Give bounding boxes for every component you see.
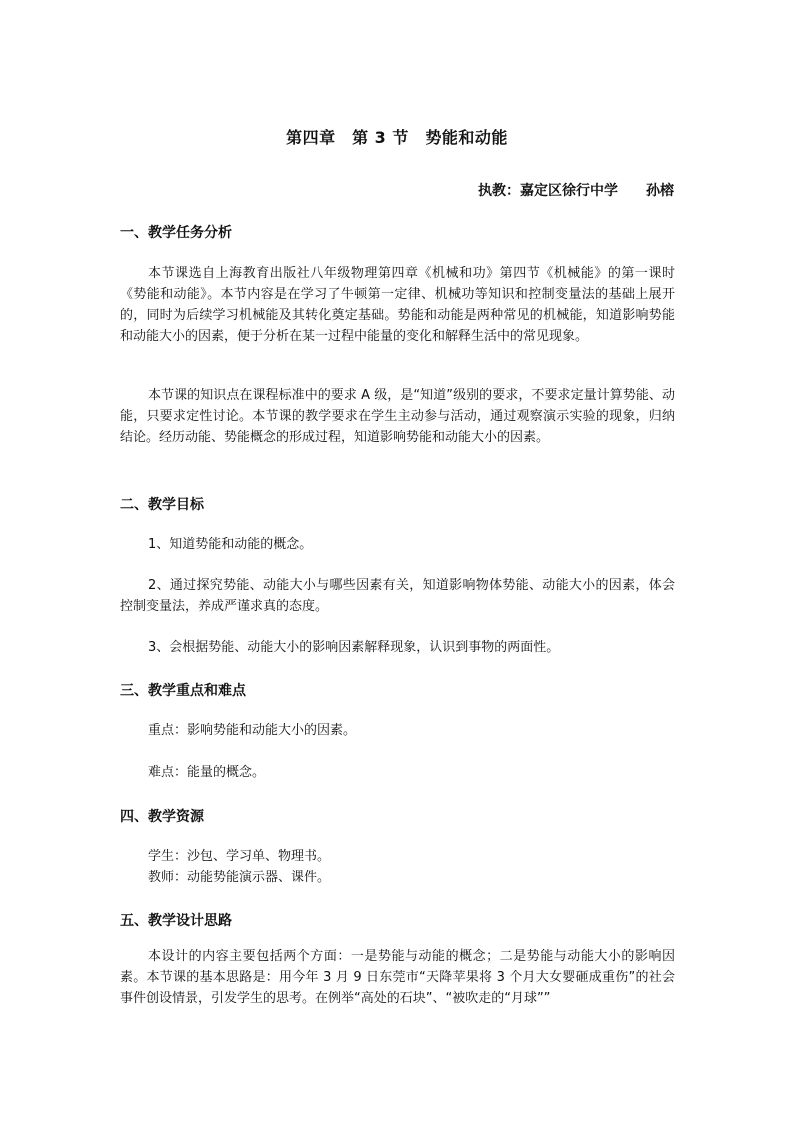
section-1-paragraph-2: 本节课的知识点在课程标准中的要求 A 级，是“知道”级别的要求，不要求定量计算势能、动能，只要求定性讨论。本节课的教学要求在学生主动参与活动，通过观察演示实验的现象，归纳结论。经历动能、势能概念的形成过程，知道影响势能和动能大小的因素。: [120, 388, 675, 445]
section-3-key-point: 重点：影响势能和动能大小的因素。: [148, 723, 357, 738]
section-heading-1: 一、教学任务分析: [120, 225, 232, 241]
section-2-item-1: 1、知道势能和动能的概念。: [148, 537, 313, 552]
section-4-teacher: 教师：动能势能演示器、课件。: [148, 870, 331, 885]
section-heading-2: 二、教学目标: [120, 497, 204, 513]
section-5-paragraph-1: 本设计的内容主要包括两个方面：一是势能与动能的概念；二是势能与动能大小的影响因素。本节课的基本思路是：用今年 3 月 9 日东莞市“天降苹果将 3 个月大女婴砸成重伤”的社会事件创设情景，引发学生的思考。在例举“高处的石块”、“被吹走的“月球””: [120, 949, 675, 1006]
section-2-item-3: 3、会根据势能、动能大小的影响因素解释现象，认识到事物的两面性。: [148, 640, 560, 655]
section-1-paragraph-1: 本节课选自上海教育出版社八年级物理第四章《机械和功》第四节《机械能》的第一课时《势能和动能》。本节内容是在学习了牛顿第一定律、机械功等知识和控制变量法的基础上展开的，同时为后续学习机械能及其转化奠定基础。势能和动能是两种常见的机械能，知道影响势能和动能大小的因素，便于分析在某一过程中能量的变化和解释生活中的常见现象。: [120, 266, 675, 344]
section-heading-3: 三、教学重点和难点: [120, 683, 246, 699]
section-heading-5: 五、教学设计思路: [120, 913, 232, 929]
section-heading-4: 四、教学资源: [120, 809, 204, 825]
document-title: 第四章 第 3 节 势能和动能: [286, 128, 508, 147]
section-2-item-2: 2、通过探究势能、动能大小与哪些因素有关，知道影响物体势能、动能大小的因素，体会控制变量法，养成严谨求真的态度。: [120, 578, 675, 614]
author-line: 执教：嘉定区徐行中学 孙榕: [478, 183, 674, 199]
section-3-difficulty: 难点：能量的概念。: [148, 765, 266, 780]
section-4-students: 学生：沙包、学习单、物理书。: [148, 849, 331, 864]
